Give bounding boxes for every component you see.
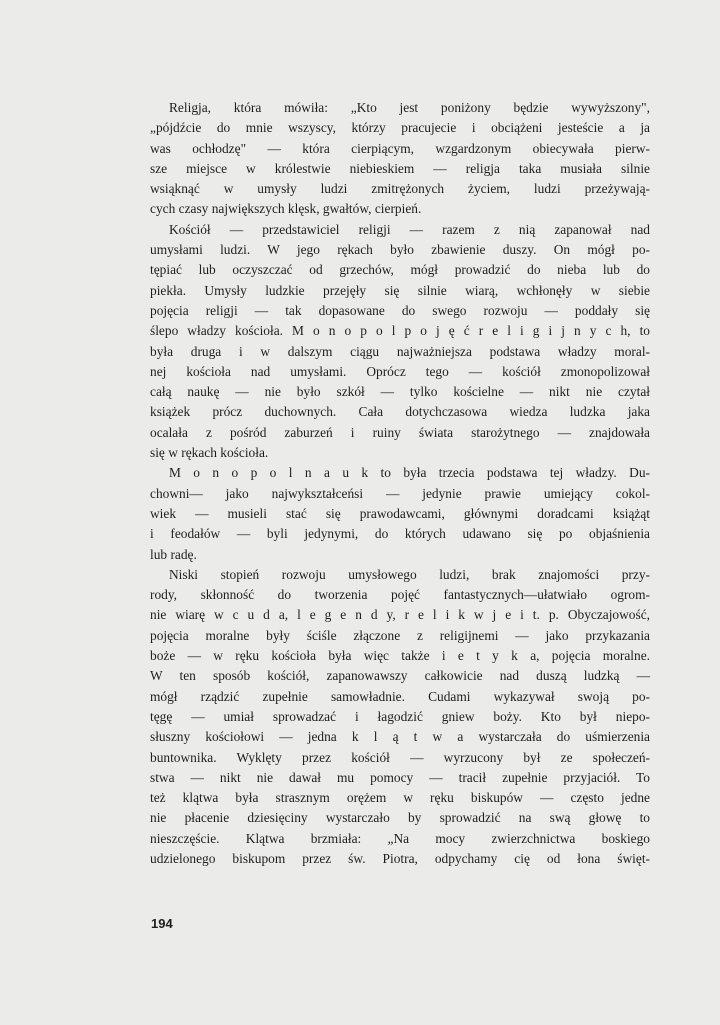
page-number: 194 xyxy=(151,916,173,931)
text-line: ocalała z pośród zaburzeń i ruiny świata starożytnego — znajdowała xyxy=(150,424,650,440)
text-line: umysłami ludzi. W jego rękach było zbawienie duszy. On mógł po- xyxy=(150,242,650,258)
text-line: piekła. Umysły ludzkie przejęły się silnie wiarą, wchłonęły w siebie xyxy=(150,282,650,298)
text-line: lub radę. xyxy=(150,546,197,562)
text-line: „pójdźcie do mnie wszyscy, którzy pracujecie i obciążeni jesteście a ja xyxy=(150,120,650,136)
text-line: nieszczęście. Klątwa brzmiała: „Na mocy zwierzchnictwa boskiego xyxy=(150,830,650,846)
text-line: książek prócz duchownych. Cała dotychczasowa wiedza ludzka jaka xyxy=(150,404,650,420)
text-line: W ten sposób kościół, zapanowawszy całkowicie nad duszą ludzką — xyxy=(150,668,650,684)
text-line: boże — w ręku kościoła była więc także i e t y k a, pojęcia moralne. xyxy=(150,648,650,664)
text-line: była druga i w dalszym ciągu najważniejsza podstawa władzy moral- xyxy=(150,343,650,359)
text-line: Religja, która mówiła: „Kto jest poniżony będzie wywyższony", xyxy=(169,100,650,115)
text-line: też klątwa była strasznym orężem w ręku biskupów — często jedne xyxy=(150,790,650,806)
text-line: wsiąknąć w umysły ludzi zmitrężonych życiem, ludzi przeżywają- xyxy=(150,181,650,197)
text-line: pojęcia moralne były ściśle złączone z religijnemi — jako przykazania xyxy=(150,627,650,643)
text-line: buntownika. Wyklęty przez kościół — wyrzucony był ze społeczeń- xyxy=(150,749,650,765)
text-line: sze miejsce w królestwie niebieskiem — religja taka musiała silnie xyxy=(150,160,650,176)
text-line: nej kościoła nad umysłami. Oprócz tego — kościół zmonopolizował xyxy=(150,363,650,379)
text-line: tęgę — umiał sprowadzać i łagodzić gniew boży. Kto był niepo- xyxy=(150,708,650,724)
text-line: ślepo władzy kościoła. M o n o p o l p o j ę ć r e l i g i j n y c h, to xyxy=(150,323,650,339)
text-line: tępiać lub oczyszczać od grzechów, mógł prowadzić do nieba lub do xyxy=(150,262,650,278)
text-line: Niski stopień rozwoju umysłowego ludzi, brak znajomości przy- xyxy=(169,566,650,582)
text-line: pojęcia religji — tak dopasowane do swego rozwoju — poddały się xyxy=(150,302,650,318)
text-line: się w rękach kościoła. xyxy=(150,445,269,461)
text-line: M o n o p o l n a u k to była trzecia podstawa tej władzy. Du- xyxy=(169,465,650,481)
text-line: całą naukę — nie było szkół — tylko kościelne — nikt nie czytał xyxy=(150,384,650,400)
text-line: słuszny kościołowi — jedna k l ą t w a wystarczała do uśmierzenia xyxy=(150,729,650,745)
text-line: was ochłodzę" — która cierpiącym, wzgardzonym obiecywała pierw- xyxy=(150,140,650,156)
text-line: nie płacenie dziesięciny wystarczało by sprowadzić na swą głowę to xyxy=(150,810,650,826)
text-line: cych czasy największych klęsk, gwałtów, cierpień. xyxy=(150,201,422,217)
text-line: chowni— jako najwykształceńsi — jedynie prawie umiejący cokol- xyxy=(150,485,650,501)
text-line: stwa — nikt nie dawał mu pomocy — tracił zupełnie przyjaciół. To xyxy=(150,769,650,785)
text-line: udzielonego biskupom przez św. Piotra, odpychamy cię od łona święt- xyxy=(150,850,650,866)
text-line: rody, skłonność do tworzenia pojęć fantastycznych—ułatwiało ogrom- xyxy=(150,587,650,603)
body-text xyxy=(150,98,650,869)
text-line: wiek — musieli stać się prawodawcami, głównymi doradcami książąt xyxy=(150,505,650,521)
text-line: i feodałów — byli jedynymi, do których udawano się po objaśnienia xyxy=(150,526,650,542)
text-line: nie wiarę w c u d a, l e g e n d y, r e l i k w j e i t. p. Obyczajowość, xyxy=(150,607,650,623)
text-line: mógł rządzić zupełnie samowładnie. Cudami wykazywał swoją po- xyxy=(150,688,650,704)
text-line: Kościół — przedstawiciel religji — razem z nią zapanował nad xyxy=(169,221,650,237)
